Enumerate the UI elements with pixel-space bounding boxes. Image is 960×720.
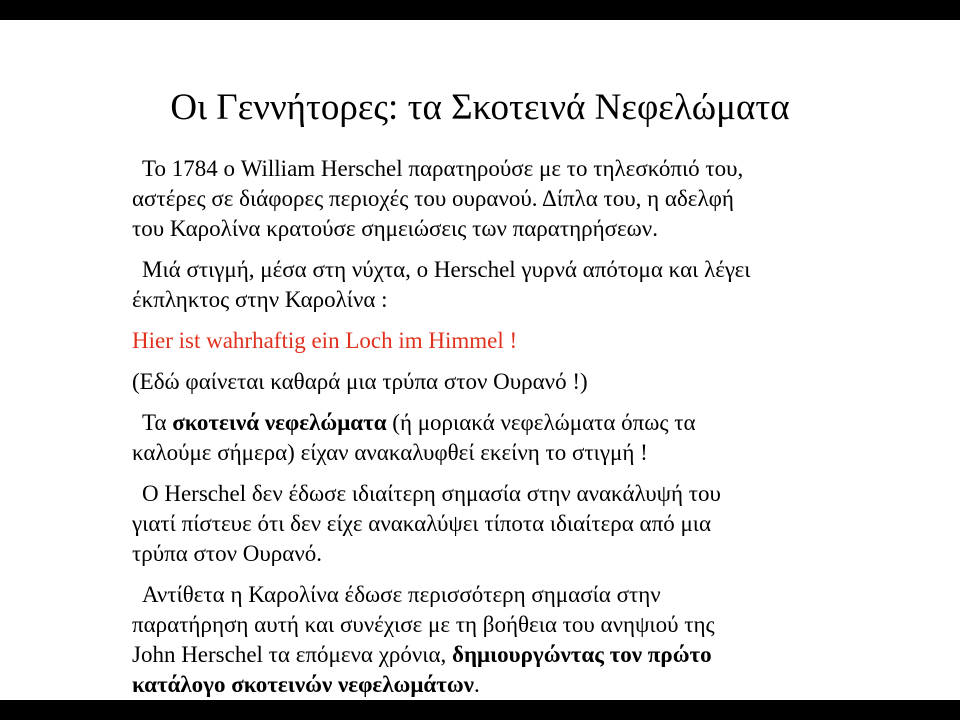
text-run: John Herschel τα επόμενα χρόνια, (132, 642, 453, 667)
text-line: αστέρες σε διάφορες περιοχές του ουρανού. Δίπλα του, η αδελφή (132, 186, 734, 211)
text-line: παρατήρηση αυτή και συνέχισε με τη βοήθεια του ανηψιού της (132, 612, 715, 637)
text-run: . (473, 672, 480, 697)
quote-german-text: Hier ist wahrhaftig ein Loch im Himmel ! (132, 328, 518, 353)
emphasis-dark-nebulae: σκοτεινά νεφελώματα (172, 410, 387, 435)
text-line (132, 640, 872, 670)
text-line: Το 1784 ο William Herschel παρατηρούσε με το τηλεσκόπιό του, (142, 156, 744, 181)
paragraph-herschel-turns (132, 255, 872, 315)
text-run: (ή μοριακά νεφελώματα όπως τα (386, 410, 696, 435)
emphasis-catalog: κατάλογο σκοτεινών νεφελωμάτων (132, 672, 474, 697)
slide-body (132, 154, 872, 711)
text-line: Αντίθετα η Καρολίνα έδωσε περισσότερη σημασία στην (142, 582, 661, 607)
text-line: του Καρολίνα κρατούσε σημειώσεις των παρατηρήσεων. (132, 216, 658, 241)
text-line (132, 670, 872, 700)
slide-title: Οι Γεννήτορες: τα Σκοτεινά Νεφελώματα (170, 87, 790, 128)
text-line: Ο Herschel δεν έδωσε ιδιαίτερη σημασία στην ανακάλυψή του (142, 481, 721, 506)
emphasis-catalog: δημιουργώντας τον πρώτο (452, 642, 712, 667)
text-line: γιατί πίστευε ότι δεν είχε ανακαλύψει τίποτα ιδιαίτερα από μια (132, 511, 712, 536)
slide (0, 20, 960, 700)
text-line: καλούμε σήμερα) είχαν ανακαλυφθεί εκείνη το στιγμή ! (132, 440, 648, 465)
german-quote (132, 326, 872, 356)
text-line: Μιά στιγμή, μέσα στη νύχτα, ο Herschel γυρνά απότομα και λέγει (142, 257, 751, 282)
quote-translation (132, 367, 872, 397)
paragraph-herschel-indifference (132, 479, 872, 569)
paragraph-dark-nebulae (132, 408, 872, 468)
paragraph-herschel-observing (132, 154, 872, 244)
text-line: τρύπα στον Ουρανό. (132, 541, 322, 566)
paragraph-caroline-catalog (132, 580, 872, 700)
text-run: Τα (142, 410, 173, 435)
text-line: έκπληκτος στην Καρολίνα : (132, 287, 388, 312)
text-line (132, 408, 872, 438)
quote-translation-text: (Εδώ φαίνεται καθαρά μια τρύπα στον Ουρανό !) (132, 369, 588, 394)
